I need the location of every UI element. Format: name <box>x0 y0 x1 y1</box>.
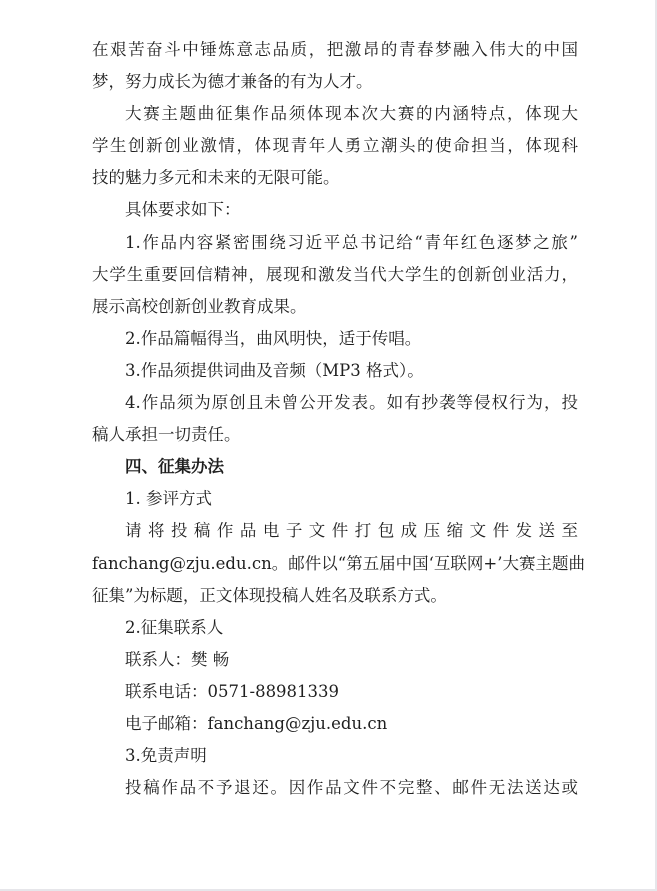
paragraph-line: 展示高校创新创业教育成果。 <box>92 296 307 316</box>
contact-person: 联系人：樊 畅 <box>125 649 230 669</box>
subsection-heading: 2.征集联系人 <box>125 617 224 637</box>
paragraph-line: 具体要求如下： <box>125 200 241 220</box>
paragraph-line: fanchang@zju.edu.cn。邮件以“第五届中国‘互联网+’大赛主题曲 <box>92 553 585 573</box>
paragraph-line: 技的魅力多元和未来的无限可能。 <box>92 168 340 188</box>
paragraph-line: 请将投稿作品电子文件打包成压缩文件发送至 <box>125 521 578 541</box>
paragraph-line: 大赛主题曲征集作品须体现本次大赛的内涵特点，体现大 <box>125 104 578 124</box>
subsection-heading: 1. 参评方式 <box>125 489 212 509</box>
requirement-item: 3.作品须提供词曲及音频（MP3 格式）。 <box>125 360 424 380</box>
paragraph-line: 梦，努力成长为德才兼备的有为人才。 <box>92 72 373 92</box>
paragraph-line: 稿人承担一切责任。 <box>92 425 241 445</box>
requirement-item: 2.作品篇幅得当，曲风明快，适于传唱。 <box>125 328 422 348</box>
paragraph-line: 在艰苦奋斗中锤炼意志品质，把激昂的青春梦融入伟大的中国 <box>92 40 578 59</box>
paragraph-line: 投稿作品不予退还。因作品文件不完整、邮件无法送达或 <box>125 778 578 798</box>
document-body <box>92 34 585 804</box>
contact-phone: 联系电话：0571-88981339 <box>125 681 340 701</box>
requirement-item: 4.作品须为原创且未曾公开发表。如有抄袭等侵权行为，投 <box>125 393 578 413</box>
contact-email: 电子邮箱：fanchang@zju.edu.cn <box>125 713 388 733</box>
paragraph-line: 学生创新创业激情，体现青年人勇立潮头的使命担当，体现科 <box>92 136 578 156</box>
section-heading: 四、征集办法 <box>125 457 224 477</box>
paragraph-line: 大学生重要回信精神，展现和激发当代大学生的创新创业活力， <box>92 264 578 284</box>
subsection-heading: 3.免责声明 <box>125 746 207 766</box>
paragraph-line: 征集”为标题，正文体现投稿人姓名及联系方式。 <box>92 585 447 605</box>
requirement-item: 1.作品内容紧密围绕习近平总书记给“青年红色逐梦之旅” <box>125 232 578 252</box>
